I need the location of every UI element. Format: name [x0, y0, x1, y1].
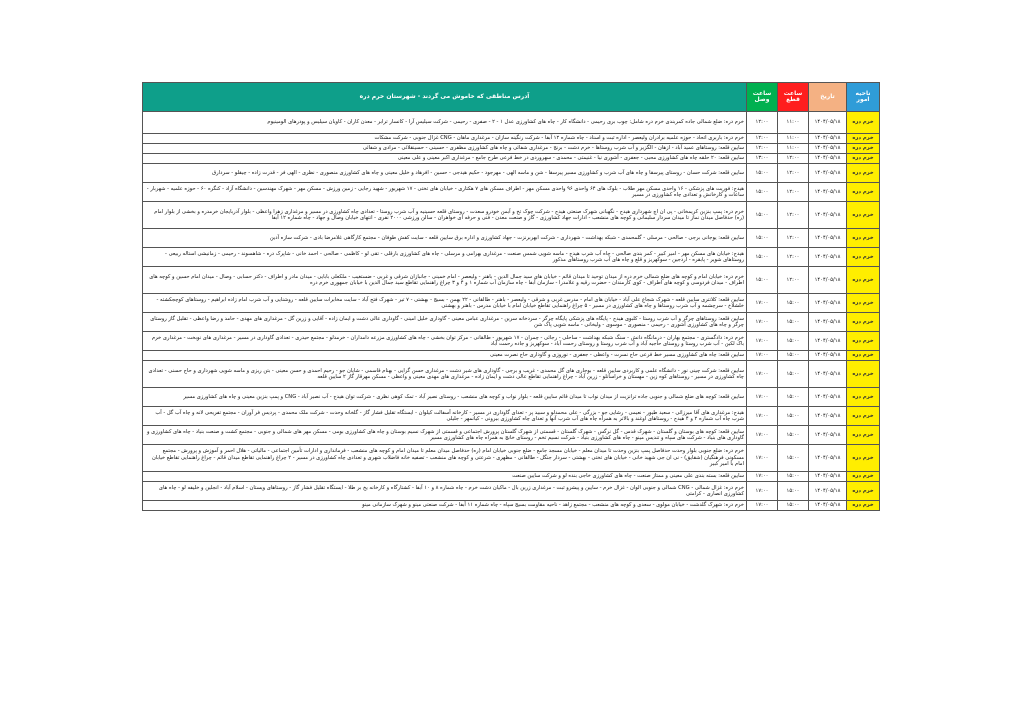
- region-cell: خرم دره: [847, 445, 880, 472]
- table-row: [143, 445, 880, 472]
- restore-time-cell: ۱۳:۰۰: [747, 154, 778, 164]
- date-cell: ۱۴۰۴/۰۵/۱۸: [809, 154, 847, 164]
- address-cell: سایین قلعه: شرکت حسان - روستای پیرسقا و چاه های آب شرب و کشاورزی مسیر پیرسقا - شن و ماسه الهی - مهرجود - حکیم هیدجی - حسین - افرهاد و خلیل معینی و چاه های کشاورزی منصوری - نظری - الهی فر - قدرت زاده - چیقلو - سردارق: [143, 164, 747, 183]
- address-cell: سایین قلعه: یوجانی برجی - صالحی - مرسلی - گلمحمدی - شبکه بهداشت - شهرداری - شرکت ابهربرنزت - جهاد کشاورزی و اداره برق سایین قلعه - سایت کفش طوفان - مجتمع کارگاهی غلامرضا بادی - شرکت سازه آذین: [143, 229, 747, 248]
- region-cell: خرم دره: [847, 267, 880, 294]
- cut-time-cell: ۱۵:۰۰: [778, 388, 809, 407]
- header-address-prefix: آدرس مناطقی که خاموش می گردند -: [415, 92, 530, 100]
- region-cell: خرم دره: [847, 144, 880, 154]
- cut-time-cell: ۱۲:۰۰: [778, 248, 809, 267]
- date-cell: ۱۴۰۴/۰۵/۱۸: [809, 445, 847, 472]
- table-row: [143, 144, 880, 154]
- cut-time-cell: ۱۵:۰۰: [778, 332, 809, 351]
- table-row: [143, 267, 880, 294]
- date-cell: ۱۴۰۴/۰۵/۱۸: [809, 388, 847, 407]
- table-row: [143, 472, 880, 482]
- cut-time-cell: ۱۵:۰۰: [778, 426, 809, 445]
- region-cell: خرم دره: [847, 501, 880, 511]
- table-row: [143, 388, 880, 407]
- address-cell: سایین قلعه: روستاهای چرگر و آب شرب روستا - کلبوی هیدج - پایگاه های پزشکی پایگاه چرگر - سردخانه سرین - مرغداری عباس معینی - گاوداری خلیل امینی - گاوداری عالی دشت و ایمان زاده - آقایی و زرین گل - مرغداری های مهدی - حامد و رضا واعظی - تقلیل گاز روستای چرگر و چاه های کشاورزی آشوری - رحیمی - منصوری - موسوی - ولیخانی - ماسه شویی پاک شن: [143, 313, 747, 332]
- header-address: [143, 83, 747, 112]
- restore-time-cell: ۱۷:۰۰: [747, 332, 778, 351]
- cut-time-cell: ۱۲:۰۰: [778, 154, 809, 164]
- address-cell: سایین قلعه: بسته بندی علی معینی و ممتاز صنعت - چاه های کشاورزی خاجی بنده لو و شرکت سایین صنعت: [143, 472, 747, 482]
- table-row: [143, 154, 880, 164]
- restore-time-cell: ۱۷:۰۰: [747, 388, 778, 407]
- cut-time-cell: ۱۲:۰۰: [778, 164, 809, 183]
- restore-time-cell: ۱۵:۰۰: [747, 164, 778, 183]
- restore-time-cell: ۱۷:۰۰: [747, 407, 778, 426]
- cut-time-cell: ۱۵:۰۰: [778, 294, 809, 313]
- address-cell: خرم دره: ضلع جنوبی بلوار وحدت حدفاصل پمپ بنزین وحدت تا میدان معلم - خیابان مسجد جامع - ضلع جنوبی خیابان امام (ره) حدفاصل میدان معلم تا میدان امام و کوچه های منشعب - فرمانداری و ادارات تأمین اجتماعی - مالیاتی - هلال احمر و آموزش و پرورش - مجتمع مسکونی فرهنگیان (شقایق) - نی ان جی شهید خانی - خیابان های تختی - بهشتی - سردار جنگل - طالقانی - مظهری - شرعتی و کوچه های منشعب - تصفیه خانه فاضلاب شهری و تعدادی چاه کشاورزی در مسیر - ۲ چراغ راهنمایی تقاطع میدان قائم - چراغ راهنمایی تقاطع خیابان امام با امیر کبیر: [143, 445, 747, 472]
- date-cell: ۱۴۰۴/۰۵/۱۸: [809, 332, 847, 351]
- table-row: [143, 112, 880, 134]
- table-row: [143, 313, 880, 332]
- restore-time-cell: ۱۵:۰۰: [747, 183, 778, 202]
- cut-time-cell: ۱۵:۰۰: [778, 407, 809, 426]
- restore-time-cell: ۱۷:۰۰: [747, 313, 778, 332]
- outage-table-sheet: [142, 82, 879, 511]
- region-cell: خرم دره: [847, 351, 880, 361]
- date-cell: ۱۴۰۴/۰۵/۱۸: [809, 134, 847, 144]
- table-row: [143, 294, 880, 313]
- restore-time-cell: ۱۵:۰۰: [747, 248, 778, 267]
- cut-time-cell: ۱۵:۰۰: [778, 313, 809, 332]
- cut-time-cell: ۱۱:۰۰: [778, 112, 809, 134]
- region-cell: خرم دره: [847, 229, 880, 248]
- table-row: [143, 407, 880, 426]
- address-cell: خرم دره: شهرک گلدشت - خیابان مولوی - سعدی و کوچه های منشعب - مجتمع زاهد - ناحیه مقاومت بسیج سپاه - چاه شماره ۱۱ آبفا - شرکت صنعتی مینو و شهرک سازمانی مینو: [143, 501, 747, 511]
- restore-time-cell: ۱۲:۰۰: [747, 144, 778, 154]
- address-cell: خرم دره: باربری اتحاد - حوزه علمیه برادران ولیعصر - اداره ثبت و اسناد - چاه شماره ۱۲ آبفا - شرکت رنگینه سازان - مرغداری ماهان - CNG غزال جنوبی - شرکت مشکات: [143, 134, 747, 144]
- header-address-city: شهرستان خرم دره: [359, 92, 416, 100]
- table-row: [143, 351, 880, 361]
- date-cell: ۱۴۰۴/۰۵/۱۸: [809, 501, 847, 511]
- table-row: [143, 426, 880, 445]
- region-cell: خرم دره: [847, 112, 880, 134]
- restore-time-cell: ۱۷:۰۰: [747, 351, 778, 361]
- address-cell: سایین قلعه: ۲۰ حلقه چاه های کشاورزی محبی - جعفری - آشوری نیا - غنیمتی - محمدی - سهروردی در خط فرعی طرح جامع - مرغداری اکبر معینی و علی معینی: [143, 154, 747, 164]
- restore-time-cell: ۱۷:۰۰: [747, 501, 778, 511]
- table-row: [143, 501, 880, 511]
- date-cell: ۱۴۰۴/۰۵/۱۸: [809, 407, 847, 426]
- restore-time-cell: ۱۷:۰۰: [747, 361, 778, 388]
- region-cell: خرم دره: [847, 332, 880, 351]
- table-row: [143, 183, 880, 202]
- restore-time-cell: ۱۵:۰۰: [747, 229, 778, 248]
- address-cell: سایین قلعه: کوچه های ضلع شمالی و جنوبی جاده ترانزیت از میدان نواب تا میدان قائم سایین قلعه - بلوار نواب و کوچه های منشعب - روستای نصیر آباد - تمک کوهی نظری - شرکت توان هیدج - آب نصیر آباد - CNG و پمپ بنزین معینی و چاه های کشاورزی مسیر: [143, 388, 747, 407]
- outage-table: [142, 82, 880, 511]
- restore-time-cell: ۱۵:۰۰: [747, 202, 778, 229]
- address-cell: خرم دره: ضلع شمالی جاده کمربندی خرم دره شامل: چوب بری رحیمی - دانشگاه کار - چاه های کشاورزی عدل ۱ - ۲ - صفری - رحیمی - شرکت سیلیس آرا - کانسار ترابر - معدن کاران - کاویان سیلیس و پودرهای الومینیوم: [143, 112, 747, 134]
- cut-time-cell: ۱۵:۰۰: [778, 472, 809, 482]
- address-cell: خرم دره: دادگستری - مجتمع بهاران - درمانگاه دانش - سنگ شبکه بهداشت - ساحلی - رجائی - چمران - ۱۷ شهریور - طالقانی - مرکز توان بخشی - چاه های کشاورزی مزرعه دامداران - خرمدلو - مجتمع حیدری - تعدادی گاوداری در مسیر - مرغداری های نوبخت - مرغداری خرم باک لکین - آب شرب روستا و روستای حاجیه آباد و آب شرب روستا و روستای رحمت آباد - سوکهریز و جاده رحمت آباد: [143, 332, 747, 351]
- header-date: تاریخ: [809, 83, 847, 112]
- address-cell: خرم دره: خیابان امام و کوچه های ضلع شمالی خرم دره از میدان توحید تا میدان قائم - خیابان های سید جمال الدین - باهنر - ولیعصر - امام خمینی - جانبازان شرقی و غربی - ضستغیب - ملکعلی بابایی - میدان مادر و اطراف - دکتر حسابی - وصال - میدان امام حسین و کوچه های اطراف - میدان فردوسی و کوچه های اطراف - کوی کارمندان - حضرت رقیه و علامدرا - سازمان آبفا - چاه سازمان آب شماره ۱ و ۴ و ۳ چراغ راهنمایی تقاطع سید جمال الدین با خیابان جمهوری خرم دره: [143, 267, 747, 294]
- region-cell: خرم دره: [847, 164, 880, 183]
- region-cell: خرم دره: [847, 407, 880, 426]
- cut-time-cell: ۱۲:۰۰: [778, 202, 809, 229]
- table-row: [143, 248, 880, 267]
- region-cell: خرم دره: [847, 472, 880, 482]
- address-cell: خرم دره: غزال شمالی - CNG شمالی و جنوبی الوان - غزال خرم - سایین و پیشرو ثبت - مرغداری زرین بال - ماکیان دشت خرم - چاه شماره ۸ و ۱۰ آبفا - کشتارگاه و کارخانه یخ بر طلا - ایستگاه تقلیل فشار گاز - روستاهای ویستان - اسلام آباد - انجلین و خلیفه لو - چاه های کشاورزی انصاری - کرامتی: [143, 482, 747, 501]
- restore-time-cell: ۱۷:۰۰: [747, 482, 778, 501]
- address-cell: سایین قلعه: روستاهای عمید آباد - ازهان - الگزیر و آب شرب روستاها - خرم دشت - برنج - مرغداری شفائی و چاه های کشاورزی مظفری - حسینی - حسینقلائی - مرادی و شفائی: [143, 144, 747, 154]
- table-row: [143, 202, 880, 229]
- region-cell: خرم دره: [847, 313, 880, 332]
- header-region: ناحیه امور: [847, 83, 880, 112]
- region-cell: خرم دره: [847, 248, 880, 267]
- date-cell: ۱۴۰۴/۰۵/۱۸: [809, 267, 847, 294]
- cut-time-cell: ۱۵:۰۰: [778, 361, 809, 388]
- cut-time-cell: ۱۱:۰۰: [778, 134, 809, 144]
- date-cell: ۱۴۰۴/۰۵/۱۸: [809, 472, 847, 482]
- cut-time-cell: ۱۵:۰۰: [778, 351, 809, 361]
- date-cell: ۱۴۰۴/۰۵/۱۸: [809, 313, 847, 332]
- region-cell: خرم دره: [847, 361, 880, 388]
- region-cell: خرم دره: [847, 388, 880, 407]
- region-cell: خرم دره: [847, 134, 880, 144]
- cut-time-cell: ۱۱:۰۰: [778, 144, 809, 154]
- date-cell: ۱۴۰۴/۰۵/۱۸: [809, 482, 847, 501]
- cut-time-cell: ۱۲:۰۰: [778, 183, 809, 202]
- header-row: [143, 83, 880, 112]
- cut-time-cell: ۱۵:۰۰: [778, 482, 809, 501]
- address-cell: سایین قلعه: کلانتری سایین قلعه - شهرک شجاع علی آباد - خیابان های امام - مدرس غربی و شرقی - ولیعصر - باهنر - طالقانی - ۲۲ بهمن - بسیج - بهشتی - ۷ تیر - شهرک فتح آباد - سایت مخابرات سایین قلعه - روشنایی و آب شرب امام زاده ابراهیم - روستاهای کوچجکشته - خلشلاخ - سرچشمه و آب شرب روستاها و چاه های کشاورزی در مسیر - ۵ چراغ راهنمایی تقاطع خیابان امام با خیابان مدرس - باهنر و بهشتی: [143, 294, 747, 313]
- cut-time-cell: ۱۵:۰۰: [778, 501, 809, 511]
- date-cell: ۱۴۰۴/۰۵/۱۸: [809, 294, 847, 313]
- date-cell: ۱۴۰۴/۰۵/۱۸: [809, 361, 847, 388]
- region-cell: خرم دره: [847, 183, 880, 202]
- restore-time-cell: ۱۵:۰۰: [747, 267, 778, 294]
- date-cell: ۱۴۰۴/۰۵/۱۸: [809, 351, 847, 361]
- restore-time-cell: ۱۷:۰۰: [747, 472, 778, 482]
- table-row: [143, 229, 880, 248]
- address-cell: هیدج: مرغداری های آقا میرزائی - سعید طیور - نعیمی - رشایی جو - بزرگی - علی محمدلو و سبید پر - تعدای گاوداری در مسیر - کارخانه آسفالت کیلوان - ایستگاه تقلیل فشار گاز - گلخانه وحدت - شرکت ملک محمدی - پردیس فر آوران - مجتمع تفریحی لانه و چاه آب گل - آب شرب چاه آب شماره ۲ و ۴ هیدج - روستاهای اوغند و بالاتر به همراه چاه های آب شرب آنها و تعدای چاه کشاورزی بیرونی - کیانمهر - جلیلی: [143, 407, 747, 426]
- table-body: [143, 112, 880, 511]
- restore-time-cell: ۱۷:۰۰: [747, 445, 778, 472]
- address-cell: خرم دره: پمپ بنزین کریمخانی - پی ان اچ شهرداری هیدج - نگهبانی شهرک صنعتی هیدج - شرکت چوک تخ و آبمن خودرو سعدت - روستای قلعه حسینیه و آب شرب روستا - تعدادی چاه کشاورزی در مسیر و مرغداری زهرا واعظی - بلوار آذربایجان خرمدره و بخشی از بلوار امام (ره) حدفاصل میدان نماز تا میدان سردار سلیمانی و کوچه های منشعب - ادارات جهاد کشاورزی - گاز و صنعت معدن - فنی و حرفه ای خواهران - سالن ورزشی ۲۰۰۰ نفری - انتهای خیابان وصال و جهاد - چاه شماره ۱۲ آبفا: [143, 202, 747, 229]
- restore-time-cell: ۱۷:۰۰: [747, 294, 778, 313]
- restore-time-cell: ۱۷:۰۰: [747, 426, 778, 445]
- address-cell: هیدج: فوریت های پزشکی - ۱۶ واحدی مسکن مهر طلاب - بلوک های ۶۴ واحدی ۹۶ واحدی مسکن مهر - اطراف مسکن های ۷ هکتاری - خیابان های تختی - ۱۷ شهریور - شهید رجایی - زمین ورزش - مسکن مهر - شهرک مهندسین - دانشگاه آزاد - کنگره ۶۰ - حوزه علمیه - شهربار - ساعات و کارخانش و تعدادی چاه کشاورزی در مسیر: [143, 183, 747, 202]
- address-cell: سایین قلعه: شرکت چینی نور - دانشگاه علمی و کاربردی سایین قلعه - بوجاری های گل محمدی - غریب و برجی - گاوداری های شیر دشت - مرغداری حسن گرایی - بهنام قاسمی - شایان جو - رحیم احمدی و حسن معینی - بتن ریزی و ماسه شویی شهرداری و حاج حسنی - تعدادی چاه کشاورزی در مسیر - روستاهای کوه زین - مهستان و خراسانلو - زرین آباد - چراغ راهنمایی تقاطع عالی دشت و ایمان زاده - مرغداری های مهدی معینی و واعظی - مسکن مهرقار گاز ۲ سایین قلعه: [143, 361, 747, 388]
- date-cell: ۱۴۰۴/۰۵/۱۸: [809, 164, 847, 183]
- region-cell: خرم دره: [847, 202, 880, 229]
- date-cell: ۱۴۰۴/۰۵/۱۸: [809, 112, 847, 134]
- date-cell: ۱۴۰۴/۰۵/۱۸: [809, 248, 847, 267]
- table-row: [143, 164, 880, 183]
- address-cell: سایین قلعه: چاه های کشاورزی مسیر خط فرعی حاج نسرت - واعظی - جعفری - نوروزی و گاوداری حاج نصرت معینی: [143, 351, 747, 361]
- region-cell: خرم دره: [847, 154, 880, 164]
- restore-time-cell: ۱۲:۰۰: [747, 134, 778, 144]
- region-cell: خرم دره: [847, 426, 880, 445]
- date-cell: ۱۴۰۴/۰۵/۱۸: [809, 144, 847, 154]
- date-cell: ۱۴۰۴/۰۵/۱۸: [809, 229, 847, 248]
- address-cell: هیدج: خیابان های مسکن مهر - امیر کبیر - کمر بندی صالحی - چاه آب شرب هیدج - ماسه شویی شمس صنعت - مرغداری بهرامی و مرسلی - چاه های کشاورزی بارقلی - تقی لو - کاظمی - صالحی - احمد خانی - شاپرک دره - شاهسوند - رحیمی - زمانیشی استاله ربیعی - روستاهای شویر - پابقره - اردجین - سوکهریز و قلع و چاه های آب شرب روستاهای مذکور: [143, 248, 747, 267]
- region-cell: خرم دره: [847, 294, 880, 313]
- date-cell: ۱۴۰۴/۰۵/۱۸: [809, 426, 847, 445]
- header-cut-time: ساعت قطع: [778, 83, 809, 112]
- address-cell: سایین قلعه: کوچه های بوستان و گلستان - شهرک قدس - گل نرگس - شهرک گلستان - قسمتی از شهرک گلستان پرورش اجتماعی و قسمتی از شهرک نسیم بوستان و چاه های کشاورزی بومی - مسکن مهر های شمالی و جنوبی - مجتمع کشت و صنعت بنیاد - چاه های کشاورزی و گاوداری های بنیاد - شرکت های سپاه و تندیس مینو - چاه های کشاورزی بنیاد - شرکت نسیم تخم - روستای خانچ به همراه چاه های کشاورزی مسیر: [143, 426, 747, 445]
- table-row: [143, 332, 880, 351]
- cut-time-cell: ۱۲:۰۰: [778, 267, 809, 294]
- header-restore-time: ساعت وصل: [747, 83, 778, 112]
- cut-time-cell: ۱۵:۰۰: [778, 445, 809, 472]
- table-row: [143, 482, 880, 501]
- cut-time-cell: ۱۲:۰۰: [778, 229, 809, 248]
- region-cell: خرم دره: [847, 482, 880, 501]
- date-cell: ۱۴۰۴/۰۵/۱۸: [809, 202, 847, 229]
- restore-time-cell: ۱۲:۰۰: [747, 112, 778, 134]
- date-cell: ۱۴۰۴/۰۵/۱۸: [809, 183, 847, 202]
- table-row: [143, 361, 880, 388]
- table-row: [143, 134, 880, 144]
